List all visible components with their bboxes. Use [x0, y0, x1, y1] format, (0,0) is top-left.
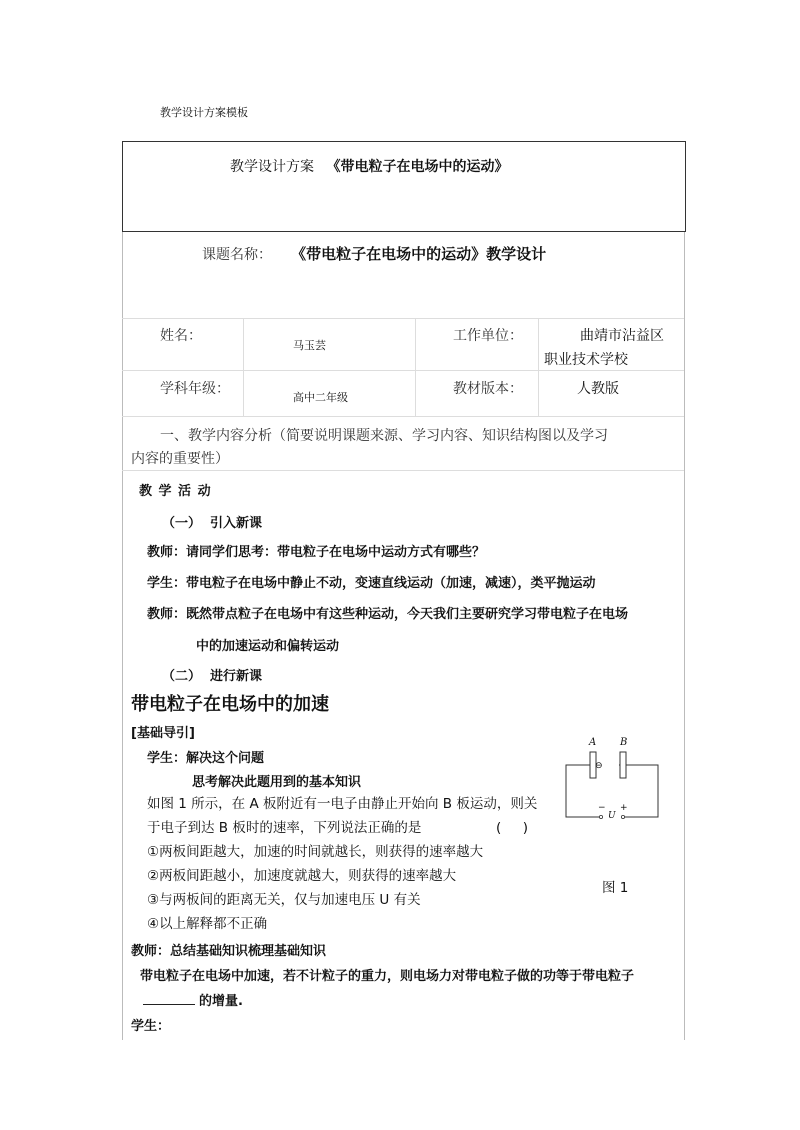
minus-sign: −	[598, 803, 606, 813]
answer-blank	[143, 1004, 195, 1005]
unit-label: 工作单位：	[453, 328, 523, 344]
lesson-heading: 带电粒子在电场中的加速	[131, 694, 329, 715]
student-end: 学生：	[131, 1019, 171, 1034]
name-label: 姓名：	[160, 328, 202, 344]
option-3: ③与两板间的距离无关，仅与加速电压 U 有关	[147, 892, 421, 908]
option-4: ④以上解释都不正确	[147, 916, 268, 932]
circuit-figure	[560, 735, 670, 825]
activities-heading: 教 学 活 动	[139, 484, 212, 499]
teacher-summary: 教师：总结基础知识梳理基础知识	[131, 944, 327, 959]
student1-text: 学生：带电粒子在电场中静止不动，变速直线运动（加速，减速），类平抛运动	[147, 576, 596, 591]
teacher1-text: 教师：请同学们思考：带电粒子在电场中运动方式有哪些？	[147, 545, 486, 560]
unit-value-line2: 职业技术学校	[544, 352, 628, 368]
label-b: B	[620, 737, 628, 748]
student-solve: 学生：解决这个问题	[147, 751, 265, 766]
table-right-border	[684, 232, 685, 1040]
title-box	[122, 141, 686, 232]
row-divider	[122, 318, 684, 319]
circuit-wire	[566, 765, 658, 817]
label-a: A	[589, 737, 597, 748]
teacher2-line2: 中的加速运动和偏转运动	[196, 639, 340, 654]
figure-caption: 图 1	[602, 880, 629, 896]
grade-value: 高中二年级	[293, 391, 348, 404]
plate-b	[620, 752, 626, 778]
title-main: 《带电粒子在电场中的运动》	[326, 159, 509, 175]
table-left-border	[122, 232, 123, 1040]
row-divider	[122, 370, 684, 371]
col-divider	[415, 318, 416, 416]
row-divider	[122, 416, 684, 417]
question-line1: 如图 1 所示，在 A 板附近有一电子由静止开始向 B 板运动，则关	[147, 796, 538, 812]
topic-row	[202, 243, 546, 264]
textbook-value: 人教版	[577, 381, 619, 397]
question-line2: 于电子到达 B 板时的速率，下列说法正确的是	[147, 820, 422, 836]
col-divider	[243, 318, 244, 416]
section1-line1: 一、教学内容分析（简要说明课题来源、学习内容、知识结构图以及学习	[160, 428, 608, 444]
think-line: 思考解决此题用到的基本知识	[192, 775, 362, 790]
template-label: 教学设计方案模板	[160, 106, 248, 119]
summary-line2: 的增量.	[199, 994, 243, 1009]
summary-line1: 带电粒子在电场中加速，若不计粒子的重力，则电场力对带电粒子做的功等于带电粒子	[140, 969, 635, 984]
terminal-plus	[621, 815, 624, 818]
topic-value: 《带电粒子在电场中的运动》教学设计	[291, 245, 547, 263]
part1-heading: （一） 引入新课	[162, 516, 263, 531]
question-paren: ( )	[496, 820, 528, 836]
plus-sign: +	[620, 803, 628, 813]
row-divider	[122, 470, 684, 471]
option-1: ①两板间距越大，加速的时间就越长，则获得的速率越大	[147, 844, 484, 860]
textbook-label: 教材版本：	[453, 381, 523, 397]
electron-icon: ⊖	[595, 761, 603, 771]
option-2: ②两板间距越小，加速度就越大，则获得的速率越大	[147, 868, 457, 884]
terminal-minus	[599, 815, 602, 818]
voltage-label: U	[608, 811, 616, 821]
unit-value-line1: 曲靖市沾益区	[580, 328, 664, 344]
col-divider	[538, 318, 539, 416]
part2-heading: （二） 进行新课	[162, 669, 263, 684]
section1-line2: 内容的重要性）	[131, 451, 229, 467]
grade-label: 学科年级：	[160, 381, 230, 397]
title-prefix: 教学设计方案	[230, 159, 314, 175]
title-line	[230, 156, 508, 176]
name-value: 马玉芸	[293, 339, 326, 352]
guide-label: [基础导引]	[131, 726, 195, 741]
topic-label: 课题名称：	[202, 247, 272, 263]
teacher2-line1: 教师：既然带点粒子在电场中有这些种运动，今天我们主要研究学习带电粒子在电场	[147, 607, 629, 622]
